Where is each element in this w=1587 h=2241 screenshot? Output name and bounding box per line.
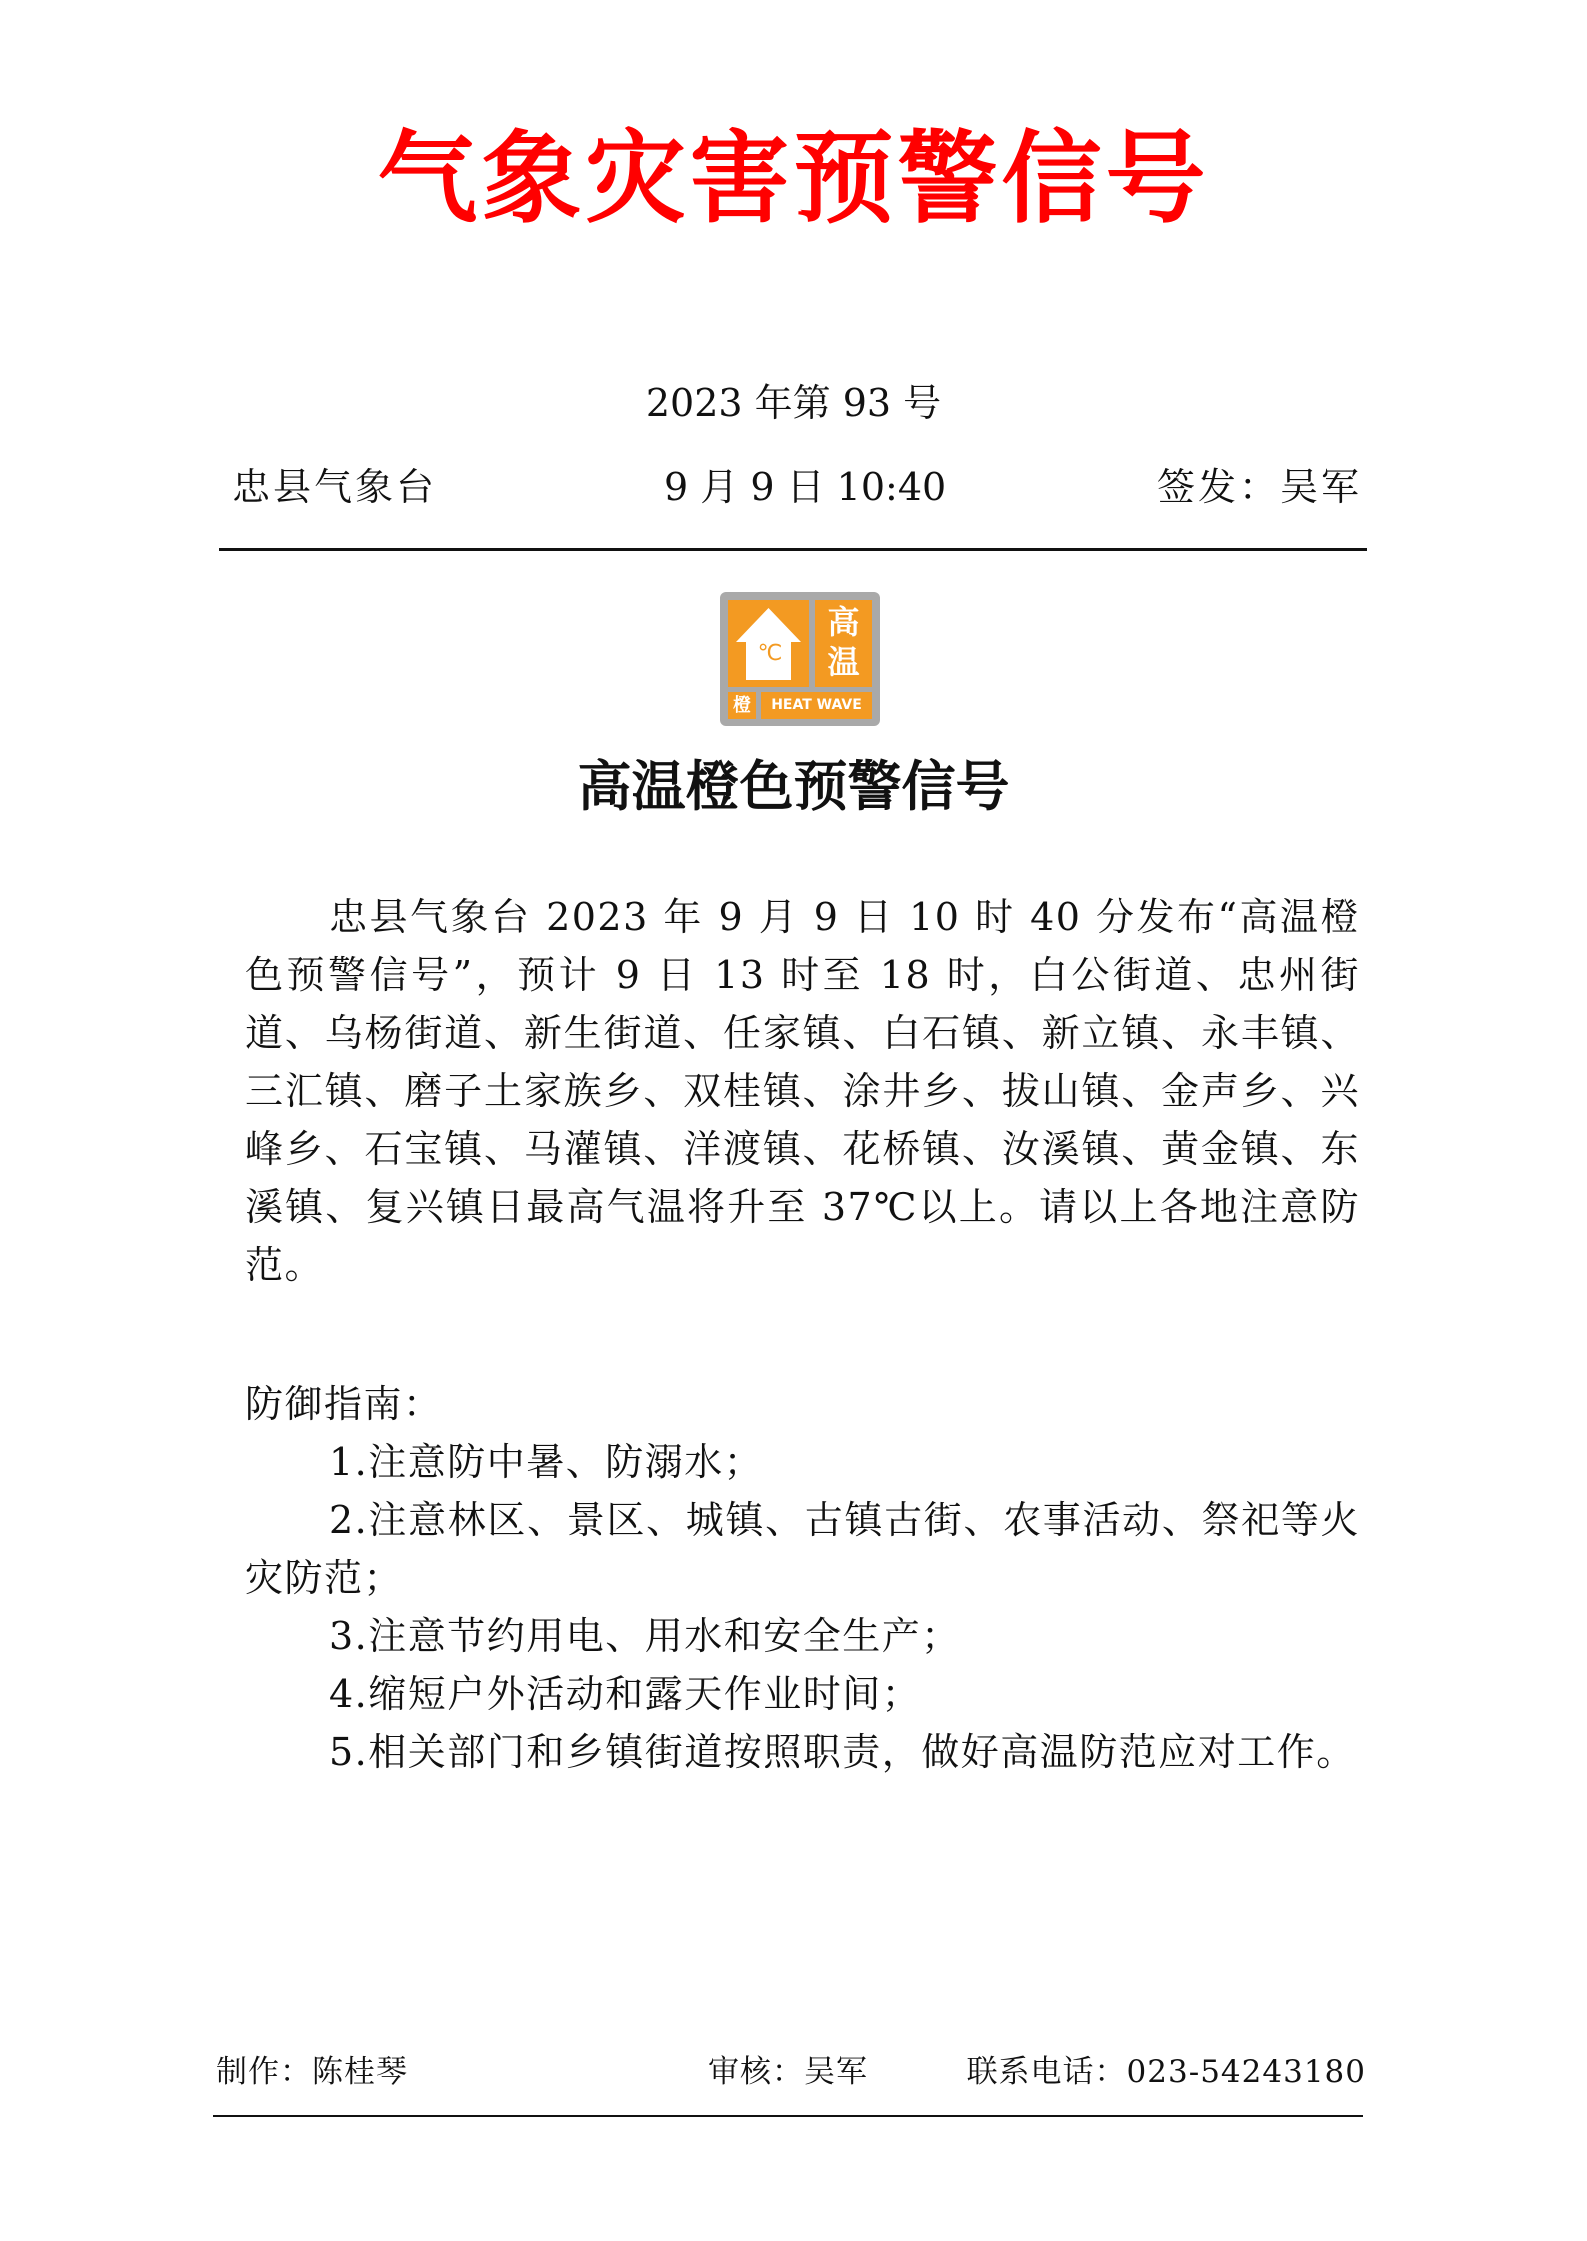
guide-item: 3.注意节约用电、用水和安全生产； <box>329 1614 961 1658</box>
guide-item: 2.注意林区、景区、城镇、古镇古街、农事活动、祭祀等火灾防范； <box>245 1498 1360 1600</box>
document-title: 高温橙色预警信号 <box>577 755 1010 818</box>
guide-item: 1.注意防中暑、防溺水； <box>329 1440 764 1484</box>
guide-item: 5.相关部门和乡镇街道按照职责，做好高温防范应对工作。 <box>329 1730 1356 1774</box>
producer: 制作：陈桂琴 <box>216 2054 408 2090</box>
issue-number: 2023 年第 93 号 <box>645 381 942 425</box>
issue-datetime: 9 月 9 日 10:40 <box>664 465 947 509</box>
footer-row <box>216 2050 1366 2094</box>
warning-body-text: 忠县气象台 2023 年 9 月 9 日 10 时 40 分发布“高温橙色预警信号”，预计 9 日 13 时至 18 时，白公街道、忠州街道、乌杨街道、新生街道、任家镇、白石镇、新立镇、永丰镇、三汇镇、磨子土家族乡、双桂镇、涂井乡、拔山镇、金声乡、兴峰乡、石宝镇、马灌镇、洋渡镇、花桥镇、汝溪镇、黄金镇、东溪镇、复兴镇日最高气温将升至 37℃以上。请以上各地注意防范。 <box>245 895 1360 1287</box>
heat-wave-orange-signal-icon <box>720 592 880 726</box>
issue-meta-row <box>232 462 1362 512</box>
signer: 签发：吴军 <box>1156 465 1362 509</box>
signal-english-label: HEAT WAVE <box>771 697 862 713</box>
defense-guide <box>245 1375 1360 1781</box>
issuer: 忠县气象台 <box>232 465 438 509</box>
guide-item: 4.缩短户外活动和露天作业时间； <box>329 1672 922 1716</box>
header-divider <box>219 548 1367 551</box>
contact-phone: 联系电话：023-54243180 <box>966 2054 1366 2090</box>
footer-divider <box>213 2115 1363 2117</box>
guide-heading: 防御指南： <box>245 1382 443 1426</box>
signal-name-char-1: 高 <box>827 603 860 641</box>
signal-level-char: 橙 <box>733 695 751 716</box>
reviewer: 审核：吴军 <box>708 2054 868 2090</box>
celsius-symbol: ℃ <box>757 641 783 666</box>
signal-name-chars <box>815 602 872 682</box>
header-title: 气象灾害预警信号 <box>377 119 1210 237</box>
signal-name-char-2: 温 <box>827 643 860 681</box>
